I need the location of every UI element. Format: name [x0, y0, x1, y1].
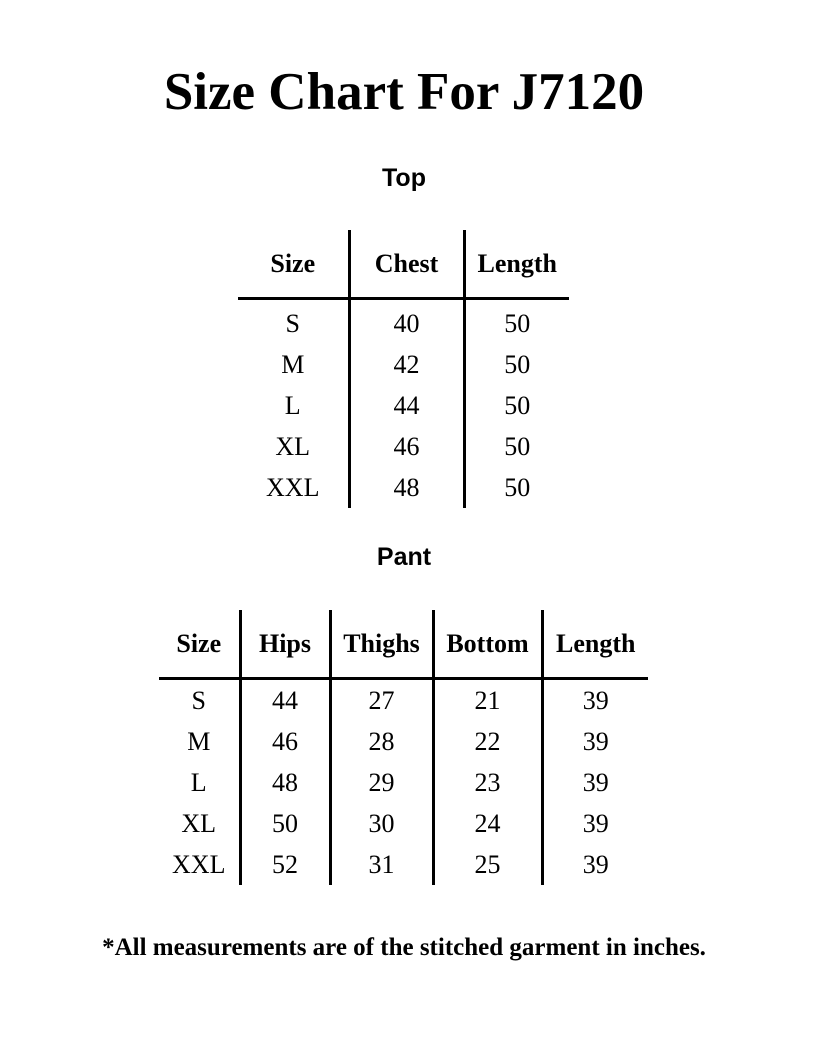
table-cell: 50: [464, 385, 569, 426]
column-header-size: Size: [159, 610, 240, 679]
column-header-length: Length: [464, 230, 569, 299]
table-cell: 48: [349, 467, 464, 508]
table-cell: 28: [330, 721, 433, 762]
table-cell: 39: [542, 721, 648, 762]
column-header-bottom: Bottom: [433, 610, 542, 679]
top-size-table: [238, 230, 569, 508]
table-cell: 22: [433, 721, 542, 762]
table-row: [238, 299, 569, 345]
table-cell: 46: [240, 721, 330, 762]
table-row: [159, 762, 648, 803]
table-row: [238, 426, 569, 467]
pant-size-table: [159, 610, 648, 885]
table-row: [238, 344, 569, 385]
table-cell: M: [281, 349, 305, 379]
table-cell: L: [284, 390, 301, 420]
measurement-footnote: *All measurements are of the stitched garment in inches.: [102, 934, 706, 961]
table-cell: XL: [181, 808, 217, 838]
table-cell: 29: [330, 762, 433, 803]
table-cell: S: [285, 308, 300, 338]
table-cell: 50: [464, 467, 569, 508]
table-cell: XXL: [172, 849, 226, 879]
column-header-chest: Chest: [349, 230, 464, 299]
table-cell: 25: [433, 844, 542, 885]
column-header-size: Size: [238, 230, 349, 299]
table-cell: XXL: [266, 472, 320, 502]
table-cell: 50: [464, 299, 569, 345]
table-cell: 46: [349, 426, 464, 467]
table-header-row: [159, 610, 648, 679]
table-cell: 23: [433, 762, 542, 803]
table-cell: 50: [240, 803, 330, 844]
pant-section-heading: Pant: [376, 543, 432, 571]
table-row: [159, 844, 648, 885]
table-cell: 27: [330, 679, 433, 722]
table-row: [159, 679, 648, 722]
table-cell: 50: [464, 426, 569, 467]
table-cell: 44: [349, 385, 464, 426]
table-cell: 39: [542, 844, 648, 885]
table-cell: 24: [433, 803, 542, 844]
table-row: [238, 467, 569, 508]
table-cell: 40: [349, 299, 464, 345]
table-cell: 21: [433, 679, 542, 722]
table-row: [238, 385, 569, 426]
page-title: Size Chart For J7120: [163, 63, 645, 121]
table-cell: S: [191, 685, 206, 715]
table-row: [159, 803, 648, 844]
table-cell: 42: [349, 344, 464, 385]
table-cell: 48: [240, 762, 330, 803]
table-cell: 39: [542, 679, 648, 722]
column-header-hips: Hips: [240, 610, 330, 679]
table-cell: M: [187, 726, 211, 756]
top-section-heading: Top: [382, 164, 426, 192]
table-cell: 39: [542, 803, 648, 844]
table-header-row: [238, 230, 569, 299]
table-cell: 50: [464, 344, 569, 385]
table-row: [159, 721, 648, 762]
table-cell: XL: [275, 431, 311, 461]
table-cell: 31: [330, 844, 433, 885]
table-cell: 52: [240, 844, 330, 885]
table-cell: 44: [240, 679, 330, 722]
table-cell: L: [190, 767, 207, 797]
table-cell: 39: [542, 762, 648, 803]
column-header-thighs: Thighs: [330, 610, 433, 679]
column-header-length: Length: [542, 610, 648, 679]
table-cell: 30: [330, 803, 433, 844]
